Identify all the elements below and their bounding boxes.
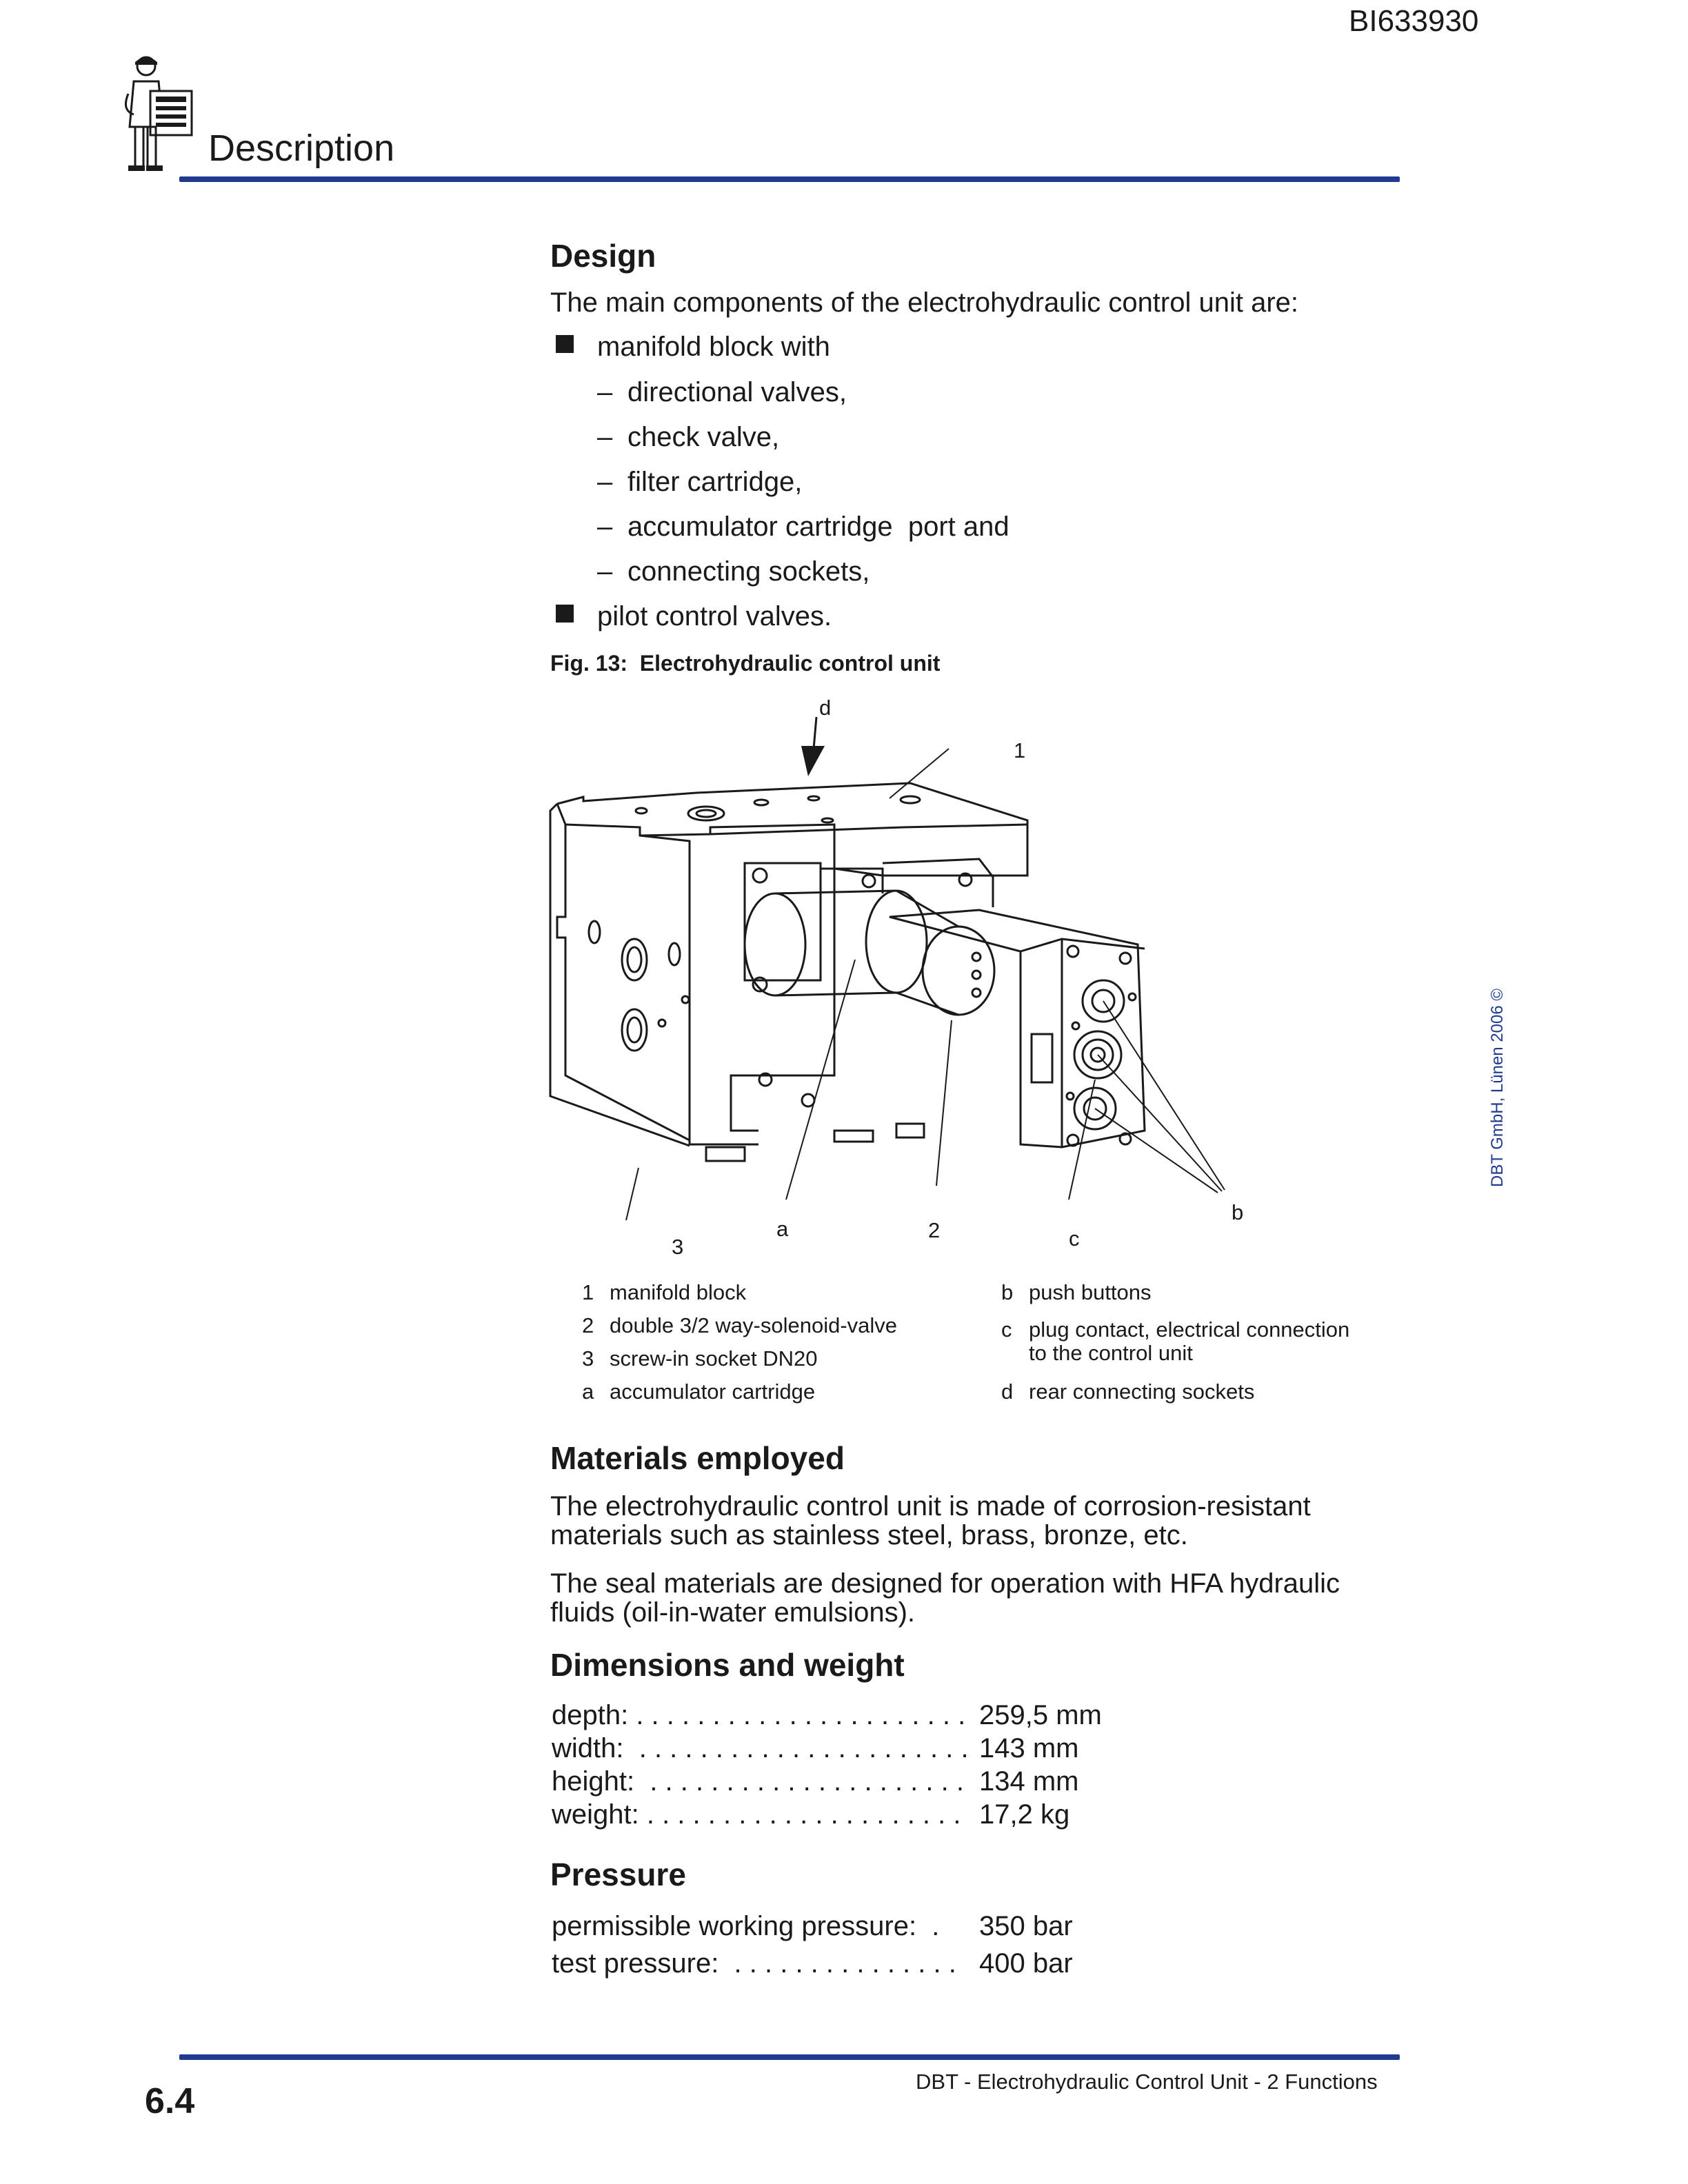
callout-2: 2: [928, 1218, 941, 1242]
legend-entry: [582, 1380, 968, 1408]
design-intro: The main components of the electrohydraulic control unit are:: [550, 287, 1299, 318]
dimension-label: depth: . . . . . . . . . . . . . . . . . . . . . .: [552, 1700, 966, 1730]
legend-entry: [1001, 1380, 1415, 1408]
legend-text: screw-in socket DN20: [610, 1346, 818, 1371]
control-unit-drawing: [538, 689, 1255, 1262]
callout-d: d: [819, 696, 832, 720]
legend-key: a: [582, 1379, 594, 1404]
sub-list-item: filter cartridge,: [627, 467, 803, 497]
pressure-value: 400 bar: [979, 1948, 1073, 1979]
figure-caption: Fig. 13: Electrohydraulic control unit: [550, 651, 941, 676]
materials-paragraph-line: materials such as stainless steel, brass, bronze, etc.: [550, 1520, 1188, 1550]
dash-icon: –: [597, 512, 613, 542]
design-heading: Design: [550, 238, 656, 274]
sub-list-item: connecting sockets,: [627, 556, 870, 587]
dimension-label: height: . . . . . . . . . . . . . . . . . . . . .: [552, 1766, 964, 1797]
legend-text-continued: to the control unit: [1029, 1341, 1193, 1365]
dimension-row: [552, 1700, 1241, 1732]
legend-key: 2: [582, 1313, 594, 1337]
legend-key: d: [1001, 1379, 1014, 1404]
dimension-row: [552, 1766, 1241, 1798]
legend-key: b: [1001, 1280, 1014, 1304]
materials-heading: Materials employed: [550, 1440, 845, 1476]
callout-a: a: [776, 1217, 789, 1241]
sub-list-item: check valve,: [627, 422, 780, 452]
sub-list-item: directional valves,: [627, 377, 847, 407]
legend-text: rear connecting sockets: [1029, 1379, 1255, 1404]
callout-c: c: [1069, 1226, 1080, 1251]
pressure-row: [552, 1911, 1241, 1943]
legend-entry: [582, 1281, 968, 1308]
legend-entry: [1001, 1281, 1415, 1308]
bullet-square-icon: [556, 335, 574, 353]
list-item: [556, 605, 574, 626]
pressure-label: test pressure: . . . . . . . . . . . . . . .: [552, 1948, 956, 1979]
dimension-row: [552, 1799, 1241, 1831]
page-number: 6.4: [145, 2081, 195, 2121]
dimension-value: 143 mm: [979, 1733, 1079, 1763]
legend-key: 1: [582, 1280, 594, 1304]
dimension-value: 259,5 mm: [979, 1700, 1102, 1730]
pressure-value: 350 bar: [979, 1911, 1073, 1941]
document-id: BI633930: [1349, 4, 1479, 38]
bullet-label: manifold block with: [597, 332, 830, 362]
dimensions-heading: Dimensions and weight: [550, 1647, 905, 1683]
bullet-label: pilot control valves.: [597, 601, 832, 631]
sub-list-item: accumulator cartridge port and: [627, 512, 1009, 542]
callout-1: 1: [1014, 738, 1026, 762]
dimension-row: [552, 1733, 1241, 1765]
callout-b: b: [1232, 1200, 1244, 1224]
legend-text: plug contact, electrical connection: [1029, 1317, 1350, 1342]
bullet-square-icon: [556, 605, 574, 623]
callout-3: 3: [672, 1235, 684, 1259]
materials-paragraph-line: The seal materials are designed for operation with HFA hydraulic: [550, 1568, 1340, 1599]
legend-text: accumulator cartridge: [610, 1379, 816, 1404]
list-item: [556, 335, 574, 356]
legend-entry: [582, 1347, 968, 1375]
pressure-label: permissible working pressure: .: [552, 1911, 940, 1941]
dash-icon: –: [597, 556, 613, 587]
footer-document-title: DBT - Electrohydraulic Control Unit - 2 Functions: [916, 2070, 1378, 2094]
pressure-row: [552, 1948, 1241, 1980]
legend-entry: [582, 1314, 968, 1342]
dimension-label: width: . . . . . . . . . . . . . . . . . . . . . .: [552, 1733, 969, 1763]
footer-rule: [179, 2054, 1400, 2060]
legend-text: push buttons: [1029, 1280, 1152, 1304]
dash-icon: –: [597, 467, 613, 497]
legend-text: double 3/2 way-solenoid-valve: [610, 1313, 898, 1337]
dimension-value: 17,2 kg: [979, 1799, 1070, 1830]
legend-entry: [1001, 1318, 1415, 1368]
legend-key: c: [1001, 1317, 1012, 1342]
legend-key: 3: [582, 1346, 594, 1371]
materials-paragraph-line: fluids (oil-in-water emulsions).: [550, 1597, 916, 1628]
reader-figure-icon: [119, 51, 199, 172]
legend-text: manifold block: [610, 1280, 747, 1304]
section-title: Description: [208, 128, 395, 169]
dash-icon: –: [597, 422, 613, 452]
materials-paragraph-line: The electrohydraulic control unit is made of corrosion-resistant: [550, 1491, 1311, 1521]
header-rule: [179, 176, 1400, 182]
copyright-notice: DBT GmbH, Lünen 2006 ©: [1488, 988, 1507, 1187]
pressure-heading: Pressure: [550, 1857, 686, 1892]
dimension-value: 134 mm: [979, 1766, 1079, 1797]
dash-icon: –: [597, 377, 613, 407]
dimension-label: weight: . . . . . . . . . . . . . . . . . . . . .: [552, 1799, 961, 1830]
